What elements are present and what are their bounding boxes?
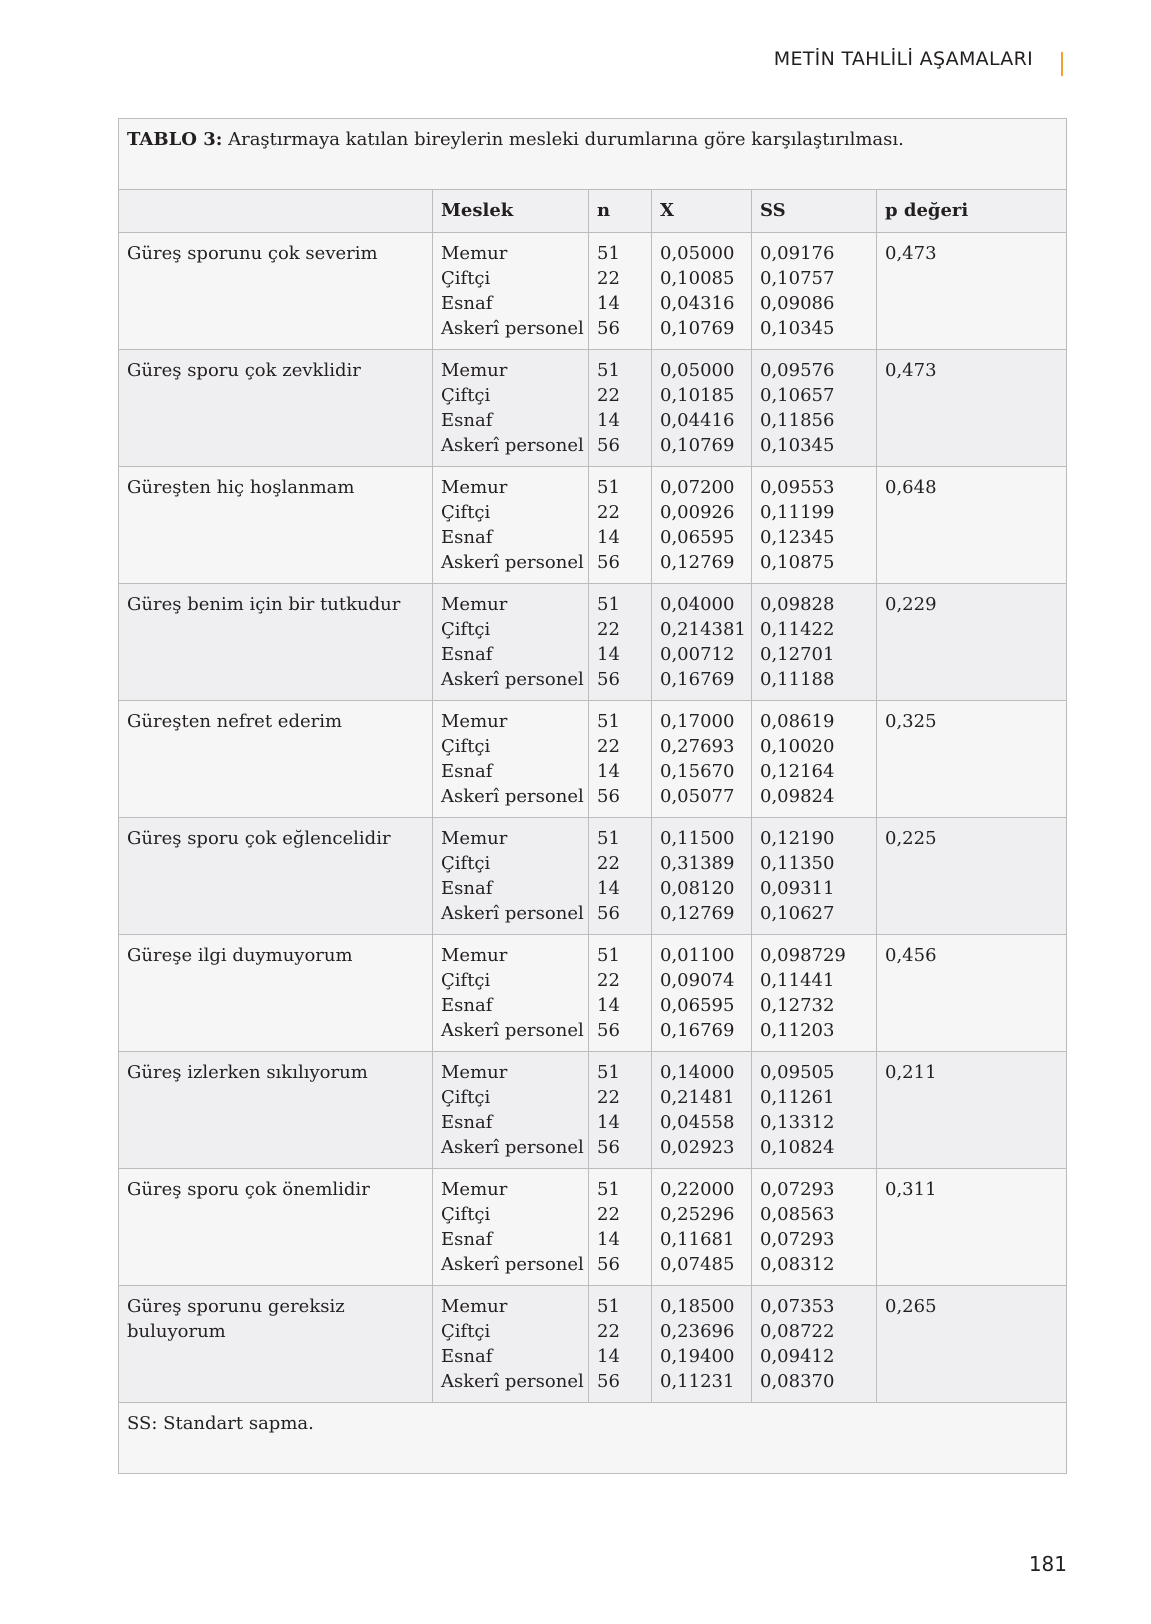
meslek-value: Memur <box>441 1062 508 1083</box>
x-value: 0,02923 <box>660 1137 735 1158</box>
meslek-value: Esnaf <box>441 1346 493 1367</box>
table-row <box>119 1169 1067 1286</box>
meslek-value: Askerî personel <box>441 1020 584 1041</box>
meslek-value: Esnaf <box>441 1112 493 1133</box>
x-value: 0,16769 <box>660 669 735 690</box>
ss-cell <box>752 701 877 818</box>
ss-value: 0,11350 <box>760 853 835 874</box>
meslek-value: Memur <box>441 1296 508 1317</box>
n-cell <box>589 935 652 1052</box>
meslek-value: Çiftçi <box>441 1321 491 1342</box>
header-accent-bar <box>1061 52 1063 76</box>
ss-value: 0,11199 <box>760 502 835 523</box>
p-value-cell: 0,229 <box>877 584 1067 701</box>
x-cell <box>652 1052 752 1169</box>
meslek-cell <box>433 467 589 584</box>
n-value: 56 <box>597 552 620 573</box>
page-number: 181 <box>1028 1552 1067 1576</box>
n-value: 14 <box>597 1229 620 1250</box>
n-value: 14 <box>597 644 620 665</box>
x-value: 0,10769 <box>660 318 735 339</box>
running-header: METİN TAHLİLİ AŞAMALARI <box>773 48 1033 70</box>
x-value: 0,25296 <box>660 1204 735 1225</box>
table-row <box>119 935 1067 1052</box>
x-value: 0,06595 <box>660 527 735 548</box>
meslek-value: Askerî personel <box>441 318 584 339</box>
ss-cell <box>752 233 877 350</box>
meslek-value: Askerî personel <box>441 903 584 924</box>
meslek-cell <box>433 1052 589 1169</box>
x-value: 0,22000 <box>660 1179 735 1200</box>
x-cell <box>652 233 752 350</box>
meslek-value: Esnaf <box>441 527 493 548</box>
item-cell: Güreşe ilgi duymuyorum <box>119 935 433 1052</box>
table-row <box>119 818 1067 935</box>
n-cell <box>589 1286 652 1403</box>
ss-value: 0,08619 <box>760 711 835 732</box>
ss-value: 0,12732 <box>760 995 835 1016</box>
table-footnote: SS: Standart sapma. <box>119 1403 1067 1474</box>
table-row <box>119 701 1067 818</box>
x-cell <box>652 467 752 584</box>
x-value: 0,05000 <box>660 243 735 264</box>
table-row <box>119 1286 1067 1403</box>
x-cell <box>652 935 752 1052</box>
ss-value: 0,10657 <box>760 385 835 406</box>
ss-cell <box>752 584 877 701</box>
x-value: 0,01100 <box>660 945 735 966</box>
ss-value: 0,09176 <box>760 243 835 264</box>
column-header-x: X <box>652 190 752 233</box>
table-row <box>119 350 1067 467</box>
n-value: 56 <box>597 318 620 339</box>
x-value: 0,10185 <box>660 385 735 406</box>
n-value: 22 <box>597 385 620 406</box>
p-value-cell: 0,311 <box>877 1169 1067 1286</box>
ss-cell <box>752 467 877 584</box>
item-cell: Güreşten hiç hoşlanmam <box>119 467 433 584</box>
n-value: 22 <box>597 1321 620 1342</box>
x-value: 0,00926 <box>660 502 735 523</box>
n-value: 56 <box>597 786 620 807</box>
ss-value: 0,09412 <box>760 1346 835 1367</box>
n-value: 51 <box>597 1062 620 1083</box>
meslek-value: Çiftçi <box>441 1087 491 1108</box>
meslek-value: Memur <box>441 594 508 615</box>
ss-value: 0,10020 <box>760 736 835 757</box>
x-value: 0,07200 <box>660 477 735 498</box>
table-row <box>119 233 1067 350</box>
x-value: 0,08120 <box>660 878 735 899</box>
ss-value: 0,09311 <box>760 878 835 899</box>
p-value-cell: 0,211 <box>877 1052 1067 1169</box>
x-value: 0,04316 <box>660 293 735 314</box>
n-value: 56 <box>597 1020 620 1041</box>
x-value: 0,11500 <box>660 828 735 849</box>
meslek-value: Askerî personel <box>441 669 584 690</box>
ss-cell <box>752 935 877 1052</box>
n-cell <box>589 818 652 935</box>
x-value: 0,21481 <box>660 1087 735 1108</box>
ss-value: 0,10875 <box>760 552 835 573</box>
ss-value: 0,098729 <box>760 945 846 966</box>
x-value: 0,18500 <box>660 1296 735 1317</box>
x-value: 0,06595 <box>660 995 735 1016</box>
n-value: 22 <box>597 619 620 640</box>
meslek-value: Esnaf <box>441 410 493 431</box>
caption-label: TABLO 3: <box>127 129 223 150</box>
column-header-meslek: Meslek <box>433 190 589 233</box>
ss-value: 0,10345 <box>760 435 835 456</box>
x-cell <box>652 1286 752 1403</box>
x-value: 0,23696 <box>660 1321 735 1342</box>
item-cell: Güreş sporu çok zevklidir <box>119 350 433 467</box>
column-header-p: p değeri <box>877 190 1067 233</box>
ss-value: 0,08312 <box>760 1254 835 1275</box>
meslek-value: Memur <box>441 1179 508 1200</box>
x-cell <box>652 701 752 818</box>
meslek-value: Memur <box>441 945 508 966</box>
meslek-value: Çiftçi <box>441 736 491 757</box>
meslek-value: Esnaf <box>441 293 493 314</box>
x-value: 0,14000 <box>660 1062 735 1083</box>
ss-value: 0,09828 <box>760 594 835 615</box>
ss-value: 0,09824 <box>760 786 835 807</box>
meslek-value: Askerî personel <box>441 786 584 807</box>
meslek-value: Memur <box>441 477 508 498</box>
x-value: 0,17000 <box>660 711 735 732</box>
x-value: 0,27693 <box>660 736 735 757</box>
meslek-value: Esnaf <box>441 644 493 665</box>
ss-value: 0,07293 <box>760 1179 835 1200</box>
meslek-cell <box>433 233 589 350</box>
meslek-value: Çiftçi <box>441 385 491 406</box>
column-header-item <box>119 190 433 233</box>
meslek-value: Esnaf <box>441 878 493 899</box>
n-value: 14 <box>597 293 620 314</box>
n-value: 56 <box>597 1254 620 1275</box>
caption-text: Araştırmaya katılan bireylerin mesleki durumlarına göre karşılaştırılması. <box>222 129 904 150</box>
x-value: 0,00712 <box>660 644 735 665</box>
meslek-value: Askerî personel <box>441 435 584 456</box>
meslek-value: Askerî personel <box>441 1137 584 1158</box>
ss-value: 0,08370 <box>760 1371 835 1392</box>
ss-value: 0,10757 <box>760 268 835 289</box>
ss-value: 0,08722 <box>760 1321 835 1342</box>
ss-value: 0,09553 <box>760 477 835 498</box>
x-value: 0,11231 <box>660 1371 735 1392</box>
meslek-value: Çiftçi <box>441 853 491 874</box>
item-cell: Güreş sporunu gereksiz buluyorum <box>119 1286 433 1403</box>
meslek-value: Memur <box>441 828 508 849</box>
x-cell <box>652 584 752 701</box>
x-value: 0,04416 <box>660 410 735 431</box>
meslek-value: Memur <box>441 711 508 732</box>
x-value: 0,19400 <box>660 1346 735 1367</box>
ss-value: 0,09505 <box>760 1062 835 1083</box>
n-cell <box>589 701 652 818</box>
table-row <box>119 1052 1067 1169</box>
ss-value: 0,10824 <box>760 1137 835 1158</box>
n-value: 14 <box>597 1346 620 1367</box>
n-value: 22 <box>597 736 620 757</box>
x-value: 0,04558 <box>660 1112 735 1133</box>
p-value-cell: 0,225 <box>877 818 1067 935</box>
ss-value: 0,11203 <box>760 1020 835 1041</box>
x-value: 0,05000 <box>660 360 735 381</box>
item-cell: Güreş sporu çok önemlidir <box>119 1169 433 1286</box>
n-value: 51 <box>597 828 620 849</box>
p-value-cell: 0,325 <box>877 701 1067 818</box>
table-row <box>119 467 1067 584</box>
results-table <box>118 118 1067 1474</box>
meslek-value: Esnaf <box>441 1229 493 1250</box>
meslek-value: Çiftçi <box>441 619 491 640</box>
x-value: 0,214381 <box>660 619 746 640</box>
ss-cell <box>752 818 877 935</box>
n-value: 56 <box>597 1371 620 1392</box>
n-value: 51 <box>597 945 620 966</box>
ss-value: 0,13312 <box>760 1112 835 1133</box>
n-value: 22 <box>597 268 620 289</box>
ss-value: 0,09086 <box>760 293 835 314</box>
meslek-value: Çiftçi <box>441 268 491 289</box>
x-value: 0,10085 <box>660 268 735 289</box>
item-cell: Güreşten nefret ederim <box>119 701 433 818</box>
meslek-value: Askerî personel <box>441 1254 584 1275</box>
ss-value: 0,11261 <box>760 1087 835 1108</box>
ss-value: 0,10345 <box>760 318 835 339</box>
meslek-value: Esnaf <box>441 761 493 782</box>
table-footnote-row <box>119 1403 1067 1474</box>
meslek-cell <box>433 1169 589 1286</box>
x-value: 0,09074 <box>660 970 735 991</box>
item-cell: Güreş izlerken sıkılıyorum <box>119 1052 433 1169</box>
meslek-value: Askerî personel <box>441 552 584 573</box>
x-value: 0,10769 <box>660 435 735 456</box>
ss-value: 0,07293 <box>760 1229 835 1250</box>
n-cell <box>589 1169 652 1286</box>
n-value: 14 <box>597 527 620 548</box>
x-value: 0,07485 <box>660 1254 735 1275</box>
ss-value: 0,08563 <box>760 1204 835 1225</box>
n-value: 22 <box>597 1087 620 1108</box>
ss-value: 0,10627 <box>760 903 835 924</box>
meslek-cell <box>433 350 589 467</box>
column-header-ss: SS <box>752 190 877 233</box>
ss-value: 0,09576 <box>760 360 835 381</box>
meslek-cell <box>433 935 589 1052</box>
x-value: 0,04000 <box>660 594 735 615</box>
n-cell <box>589 584 652 701</box>
item-cell: Güreş benim için bir tutkudur <box>119 584 433 701</box>
ss-value: 0,12345 <box>760 527 835 548</box>
meslek-value: Çiftçi <box>441 970 491 991</box>
n-cell <box>589 350 652 467</box>
x-value: 0,11681 <box>660 1229 735 1250</box>
n-value: 51 <box>597 360 620 381</box>
n-value: 51 <box>597 711 620 732</box>
x-cell <box>652 1169 752 1286</box>
ss-value: 0,07353 <box>760 1296 835 1317</box>
n-value: 51 <box>597 1179 620 1200</box>
x-value: 0,12769 <box>660 903 735 924</box>
n-value: 14 <box>597 410 620 431</box>
ss-value: 0,12164 <box>760 761 835 782</box>
meslek-value: Askerî personel <box>441 1371 584 1392</box>
meslek-cell <box>433 584 589 701</box>
p-value-cell: 0,648 <box>877 467 1067 584</box>
meslek-cell <box>433 701 589 818</box>
meslek-value: Memur <box>441 360 508 381</box>
ss-cell <box>752 350 877 467</box>
x-value: 0,12769 <box>660 552 735 573</box>
column-header-n: n <box>589 190 652 233</box>
results-table-container <box>118 118 1066 1474</box>
n-value: 51 <box>597 594 620 615</box>
n-cell <box>589 467 652 584</box>
table-header-row <box>119 190 1067 233</box>
n-cell <box>589 1052 652 1169</box>
n-value: 56 <box>597 669 620 690</box>
ss-value: 0,11441 <box>760 970 835 991</box>
n-value: 14 <box>597 761 620 782</box>
table-caption-row <box>119 119 1067 190</box>
p-value-cell: 0,265 <box>877 1286 1067 1403</box>
ss-value: 0,11856 <box>760 410 835 431</box>
item-cell: Güreş sporunu çok severim <box>119 233 433 350</box>
ss-value: 0,11188 <box>760 669 835 690</box>
table-row <box>119 584 1067 701</box>
p-value-cell: 0,473 <box>877 233 1067 350</box>
x-value: 0,31389 <box>660 853 735 874</box>
n-value: 51 <box>597 243 620 264</box>
meslek-value: Esnaf <box>441 995 493 1016</box>
n-value: 51 <box>597 1296 620 1317</box>
meslek-value: Memur <box>441 243 508 264</box>
meslek-value: Çiftçi <box>441 502 491 523</box>
p-value-cell: 0,473 <box>877 350 1067 467</box>
ss-value: 0,12701 <box>760 644 835 665</box>
ss-cell <box>752 1169 877 1286</box>
ss-value: 0,11422 <box>760 619 835 640</box>
meslek-cell <box>433 1286 589 1403</box>
table-caption <box>119 119 1067 190</box>
n-value: 56 <box>597 903 620 924</box>
meslek-cell <box>433 818 589 935</box>
p-value-cell: 0,456 <box>877 935 1067 1052</box>
ss-value: 0,12190 <box>760 828 835 849</box>
ss-cell <box>752 1052 877 1169</box>
n-cell <box>589 233 652 350</box>
x-value: 0,15670 <box>660 761 735 782</box>
meslek-value: Çiftçi <box>441 1204 491 1225</box>
n-value: 56 <box>597 1137 620 1158</box>
n-value: 22 <box>597 1204 620 1225</box>
x-value: 0,05077 <box>660 786 735 807</box>
n-value: 14 <box>597 878 620 899</box>
n-value: 22 <box>597 970 620 991</box>
n-value: 22 <box>597 502 620 523</box>
ss-cell <box>752 1286 877 1403</box>
x-cell <box>652 818 752 935</box>
n-value: 51 <box>597 477 620 498</box>
x-value: 0,16769 <box>660 1020 735 1041</box>
n-value: 14 <box>597 995 620 1016</box>
n-value: 22 <box>597 853 620 874</box>
n-value: 14 <box>597 1112 620 1133</box>
n-value: 56 <box>597 435 620 456</box>
x-cell <box>652 350 752 467</box>
item-cell: Güreş sporu çok eğlencelidir <box>119 818 433 935</box>
